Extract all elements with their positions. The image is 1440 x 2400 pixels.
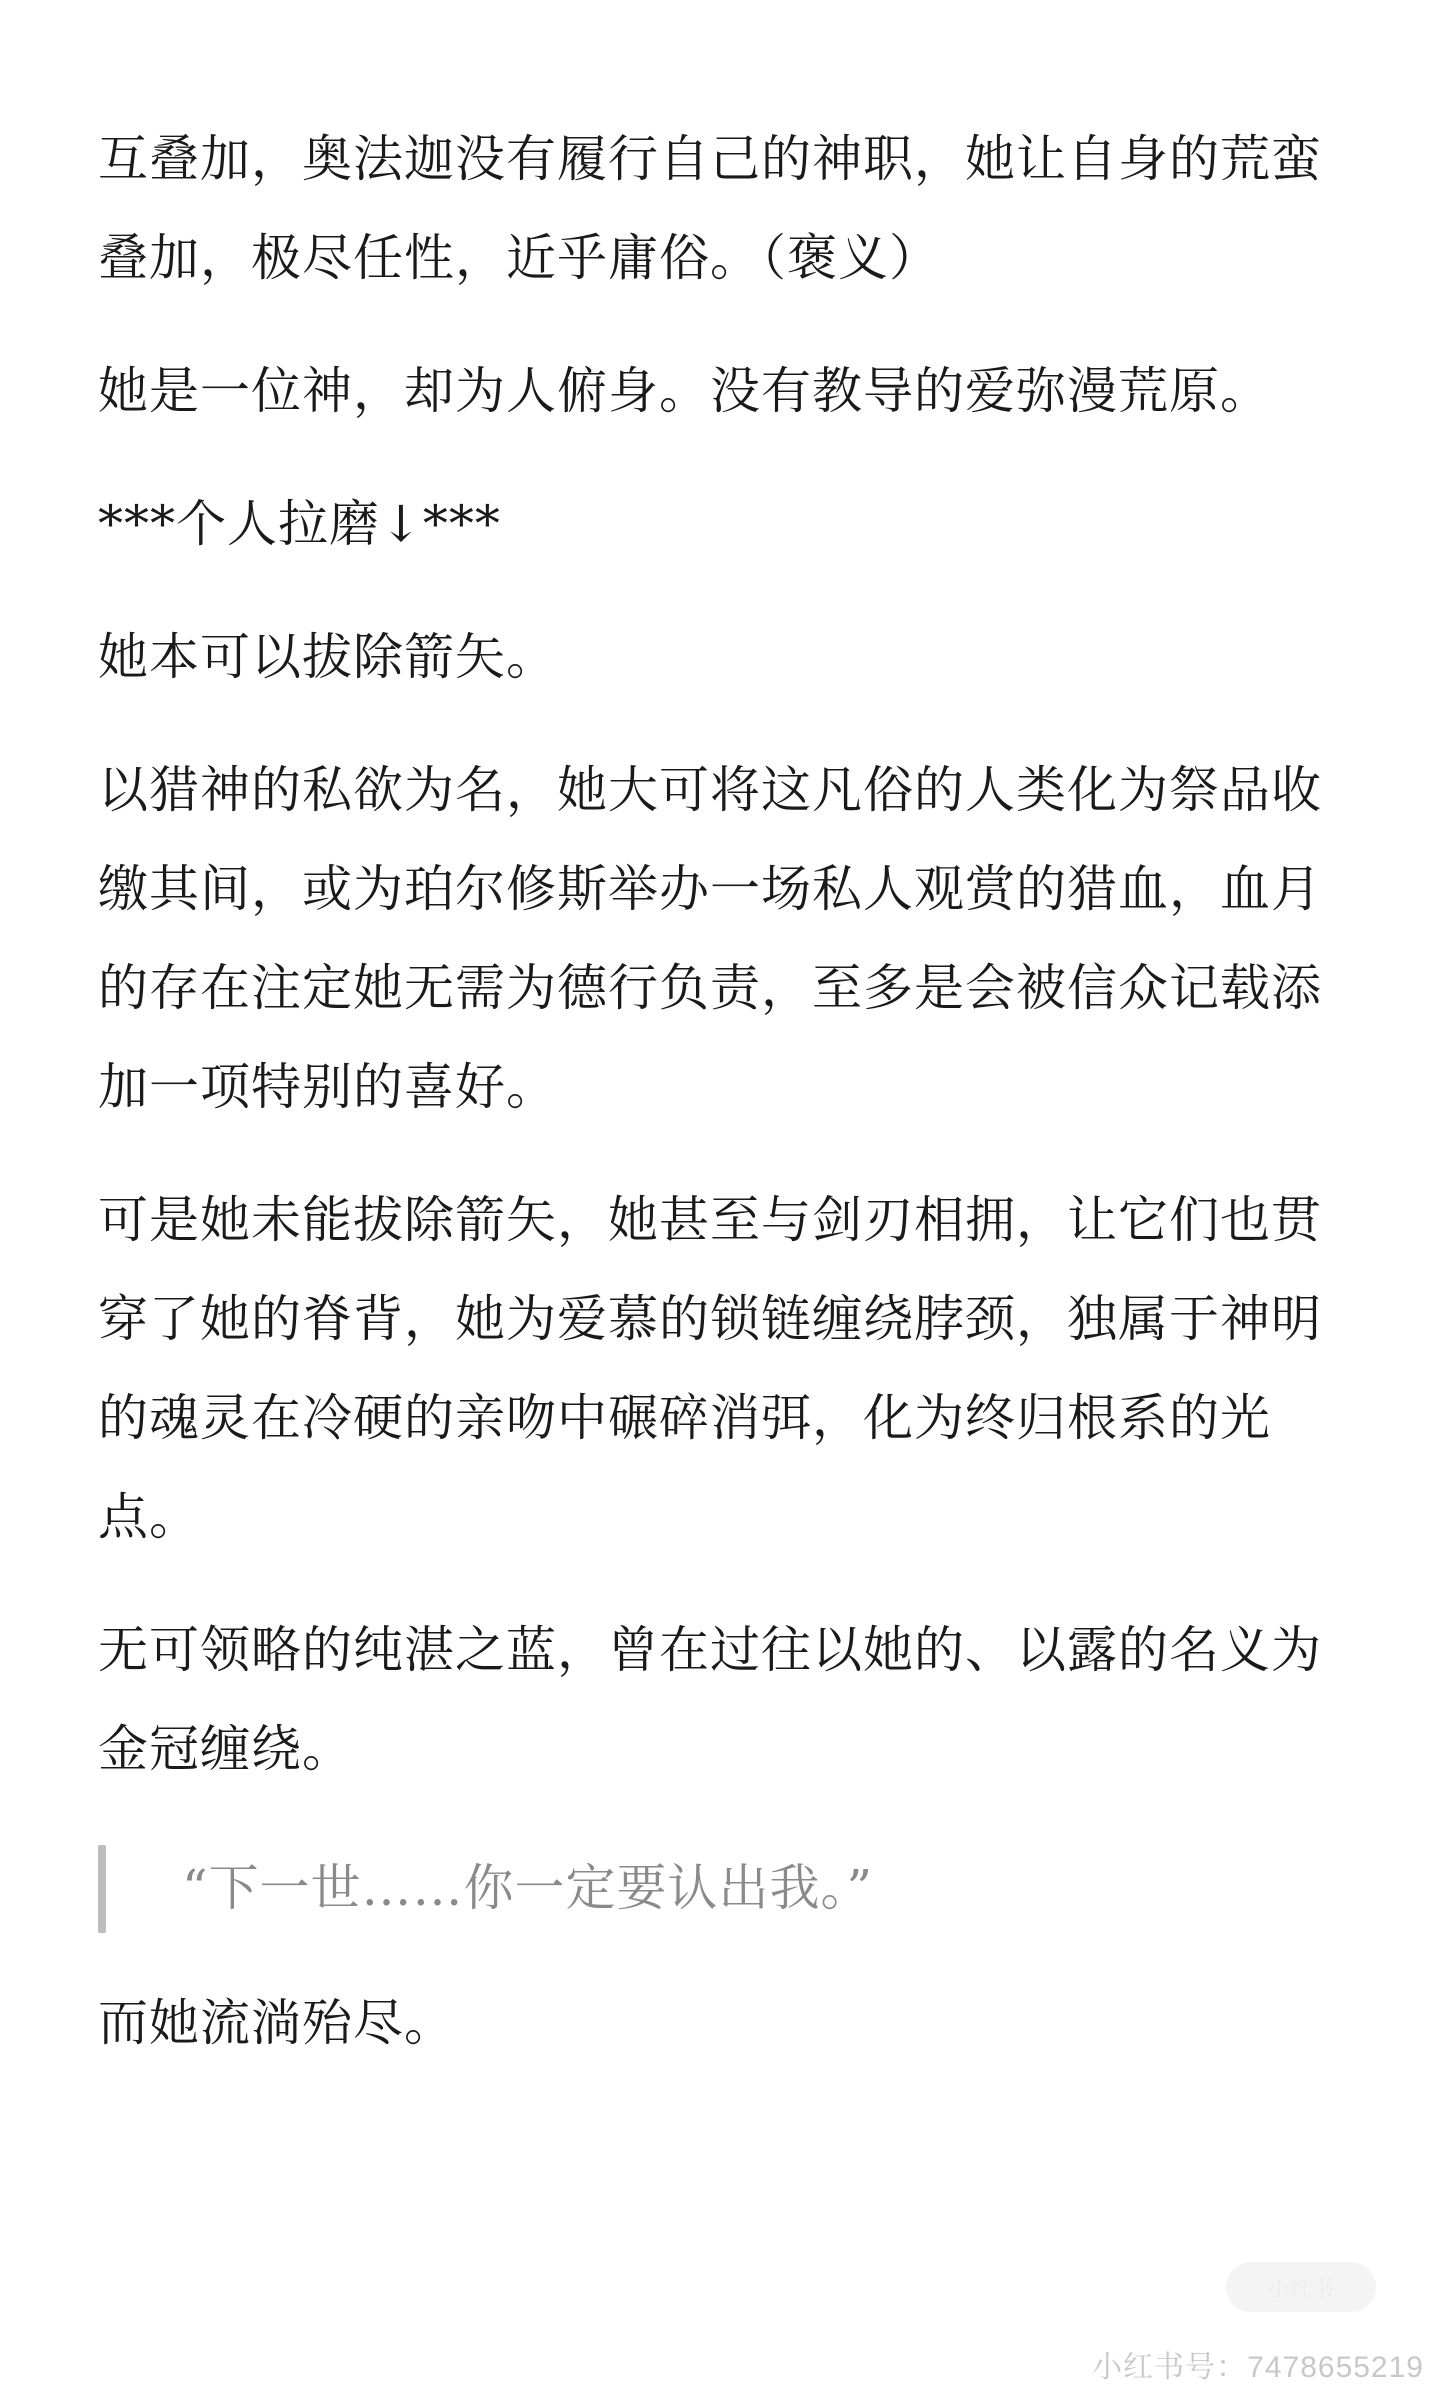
- paragraph-5: 以猎神的私欲为名，她大可将这凡俗的人类化为祭品收缴其间，或为珀尔修斯举办一场私人观赏的猎血，血月的存在注定她无需为德行负责，至多是会被信众记载添加一项特别的喜好。: [98, 761, 1322, 1116]
- paragraph-4: 她本可以拔除箭矢。: [98, 628, 557, 686]
- paragraph-divider-note: ***个人拉磨↓***: [98, 495, 501, 553]
- paragraph-1: 互叠加，奥法迦没有履行自己的神职，她让自身的荒蛮叠加，极尽任性，近乎庸俗。（褒义）: [98, 130, 1322, 287]
- article-body: [98, 110, 1360, 2107]
- watermark-logo: 小红书: [1226, 2262, 1376, 2312]
- quote-text: “下一世……你一定要认出我。”: [182, 1859, 874, 1917]
- watermark-id: 小红书号：7478655219: [1092, 2351, 1424, 2384]
- paragraph-2: 她是一位神，却为人俯身。没有教导的爱弥漫荒原。: [98, 362, 1271, 420]
- paragraph-6: 可是她未能拔除箭矢，她甚至与剑刃相拥，让它们也贯穿了她的脊背，她为爱慕的锁链缠绕脖颈，独属于神明的魂灵在冷硬的亲吻中碾碎消弭，化为终归根系的光点。: [98, 1191, 1322, 1546]
- closing-paragraph: 而她流淌殆尽。: [98, 1994, 455, 2052]
- quote-bar: [98, 1845, 106, 1933]
- paragraph-7: 无可领略的纯湛之蓝，曾在过往以她的、以露的名义为金冠缠绕。: [98, 1621, 1322, 1778]
- blockquote: [98, 1839, 1360, 1938]
